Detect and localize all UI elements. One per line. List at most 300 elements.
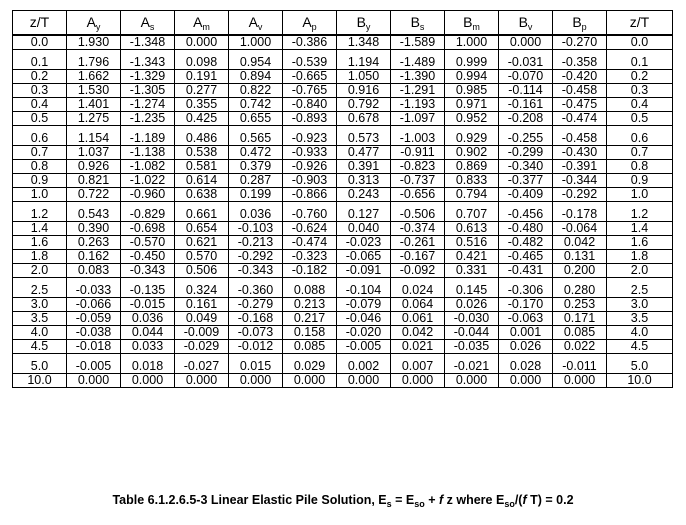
table-cell: -1.138 [121, 146, 175, 160]
table-cell: -0.306 [499, 284, 553, 298]
table-cell: -0.170 [499, 298, 553, 312]
table-cell: -0.624 [283, 222, 337, 236]
table-cell: 0.792 [337, 98, 391, 112]
table-cell: 0.277 [175, 84, 229, 98]
table-cell: 0.033 [121, 340, 175, 354]
table-row [13, 284, 673, 298]
table-cell: 0.049 [175, 312, 229, 326]
table-cell: 3.0 [607, 298, 673, 312]
table-cell: -0.012 [229, 340, 283, 354]
table-cell: 1.930 [67, 35, 121, 50]
table-cell: 0.001 [499, 326, 553, 340]
table-cell: 0.040 [337, 222, 391, 236]
table-cell: 0.253 [553, 298, 607, 312]
table-cell: 0.869 [445, 160, 499, 174]
table-cell: 1.530 [67, 84, 121, 98]
table-cell: 1.348 [337, 35, 391, 50]
table-cell: 0.021 [391, 340, 445, 354]
table-cell: 0.145 [445, 284, 499, 298]
table-cell: -0.358 [553, 56, 607, 70]
table-cell: 0.199 [229, 188, 283, 202]
table-cell: 0.007 [391, 360, 445, 374]
table-cell: 2.5 [607, 284, 673, 298]
table-cell: -0.911 [391, 146, 445, 160]
column-header: z/T [13, 11, 67, 36]
table-row [13, 236, 673, 250]
table-cell: -0.360 [229, 284, 283, 298]
table-cell: -0.823 [391, 160, 445, 174]
table-cell: 0.042 [553, 236, 607, 250]
table-cell: 0.565 [229, 132, 283, 146]
table-cell: -0.167 [391, 250, 445, 264]
table-cell: 0.5 [607, 112, 673, 126]
table-cell: 0.722 [67, 188, 121, 202]
table-cell: 0.573 [337, 132, 391, 146]
table-cell: -0.482 [499, 236, 553, 250]
table-cell: 0.000 [445, 374, 499, 388]
table-cell: 0.085 [283, 340, 337, 354]
table-cell: -0.031 [499, 56, 553, 70]
table-cell: 0.000 [283, 374, 337, 388]
table-cell: 0.985 [445, 84, 499, 98]
table-cell: -0.079 [337, 298, 391, 312]
table-cell: -0.386 [283, 35, 337, 50]
table-cell: -1.291 [391, 84, 445, 98]
table-cell: 0.131 [553, 250, 607, 264]
table-cell: 1.796 [67, 56, 121, 70]
table-cell: 5.0 [607, 360, 673, 374]
table-cell: 0.661 [175, 208, 229, 222]
table-cell: 1.6 [607, 236, 673, 250]
table-cell: 0.570 [175, 250, 229, 264]
table-cell: 0.026 [499, 340, 553, 354]
table-cell: -0.029 [175, 340, 229, 354]
table-cell: 1.000 [229, 35, 283, 50]
table-cell: 1.401 [67, 98, 121, 112]
table-cell: 0.581 [175, 160, 229, 174]
table-cell: 0.287 [229, 174, 283, 188]
table-row [13, 112, 673, 126]
table-cell: -0.182 [283, 264, 337, 278]
table-cell: -0.292 [553, 188, 607, 202]
table-cell: -0.027 [175, 360, 229, 374]
table-cell: 0.0 [13, 35, 67, 50]
table-cell: 0.543 [67, 208, 121, 222]
table-cell: 0.162 [67, 250, 121, 264]
table-cell: 0.6 [607, 132, 673, 146]
table-cell: 0.000 [553, 374, 607, 388]
table-cell: -0.066 [67, 298, 121, 312]
table-cell: 1.8 [607, 250, 673, 264]
table-cell: 0.026 [445, 298, 499, 312]
table-cell: -0.005 [67, 360, 121, 374]
table-cell: 0.821 [67, 174, 121, 188]
table-cell: -1.003 [391, 132, 445, 146]
table-cell: 0.971 [445, 98, 499, 112]
table-cell: 0.018 [121, 360, 175, 374]
table-cell: 0.000 [499, 374, 553, 388]
table-cell: -0.015 [121, 298, 175, 312]
table-cell: 0.707 [445, 208, 499, 222]
table-cell: 0.161 [175, 298, 229, 312]
table-cell: -0.430 [553, 146, 607, 160]
table-cell: 0.200 [553, 264, 607, 278]
column-header: $A_p$ [283, 11, 337, 36]
table-cell: -0.344 [553, 174, 607, 188]
table-cell: 1.662 [67, 70, 121, 84]
table-row [13, 84, 673, 98]
table-cell: -1.189 [121, 132, 175, 146]
table-cell: -0.343 [121, 264, 175, 278]
table-cell: -0.270 [553, 35, 607, 50]
table-row [13, 35, 673, 50]
table-row [13, 340, 673, 354]
table-cell: -0.023 [337, 236, 391, 250]
table-cell: -0.698 [121, 222, 175, 236]
table-cell: 0.8 [607, 160, 673, 174]
table-cell: 0.7 [607, 146, 673, 160]
table-cell: -0.377 [499, 174, 553, 188]
table-cell: -0.465 [499, 250, 553, 264]
table-row [13, 188, 673, 202]
table-cell: 1.037 [67, 146, 121, 160]
table-row [13, 312, 673, 326]
table-cell: 0.002 [337, 360, 391, 374]
table-cell: -0.064 [553, 222, 607, 236]
table-cell: -0.114 [499, 84, 553, 98]
table-cell: 0.6 [13, 132, 67, 146]
table-cell: 0.036 [121, 312, 175, 326]
table-cell: 0.916 [337, 84, 391, 98]
table-cell: -0.091 [337, 264, 391, 278]
table-cell: 5.0 [13, 360, 67, 374]
table-cell: 0.621 [175, 236, 229, 250]
table-cell: 0.486 [175, 132, 229, 146]
table-cell: 1.050 [337, 70, 391, 84]
table-cell: 0.217 [283, 312, 337, 326]
table-cell: 0.9 [13, 174, 67, 188]
table-cell: -0.255 [499, 132, 553, 146]
table-cell: 0.833 [445, 174, 499, 188]
table-cell: -0.409 [499, 188, 553, 202]
table-cell: 0.064 [391, 298, 445, 312]
table-cell: -0.737 [391, 174, 445, 188]
table-cell: -1.235 [121, 112, 175, 126]
table-cell: -0.009 [175, 326, 229, 340]
table-cell: -0.005 [337, 340, 391, 354]
table-cell: 0.391 [337, 160, 391, 174]
table-cell: 0.280 [553, 284, 607, 298]
table-cell: -0.474 [283, 236, 337, 250]
table-cell: -0.760 [283, 208, 337, 222]
table-cell: 0.655 [229, 112, 283, 126]
table-row [13, 132, 673, 146]
table-cell: -0.178 [553, 208, 607, 222]
table-cell: 0.7 [13, 146, 67, 160]
table-cell: 0.000 [67, 374, 121, 388]
table-cell: 4.0 [607, 326, 673, 340]
table-cell: 1.2 [13, 208, 67, 222]
table-cell: 0.171 [553, 312, 607, 326]
table-cell: 1.194 [337, 56, 391, 70]
table-cell: 0.614 [175, 174, 229, 188]
table-cell: 0.379 [229, 160, 283, 174]
table-cell: 0.516 [445, 236, 499, 250]
table-cell: -1.274 [121, 98, 175, 112]
table-cell: -0.279 [229, 298, 283, 312]
table-cell: 0.421 [445, 250, 499, 264]
table-cell: 1.2 [607, 208, 673, 222]
table-cell: 0.390 [67, 222, 121, 236]
table-cell: 0.036 [229, 208, 283, 222]
column-header: $B_s$ [391, 11, 445, 36]
table-cell: 0.000 [499, 35, 553, 50]
table-cell: 0.4 [13, 98, 67, 112]
column-header: $B_p$ [553, 11, 607, 36]
table-cell: 0.0 [607, 35, 673, 50]
table-row [13, 222, 673, 236]
table-cell: 0.952 [445, 112, 499, 126]
table-cell: 0.2 [607, 70, 673, 84]
table-cell: 4.5 [607, 340, 673, 354]
table-cell: 0.926 [67, 160, 121, 174]
table-row [13, 98, 673, 112]
column-header: $B_v$ [499, 11, 553, 36]
table-row [13, 70, 673, 84]
table-cell: -0.070 [499, 70, 553, 84]
table-cell: 1.8 [13, 250, 67, 264]
table-cell: 0.954 [229, 56, 283, 70]
table-row [13, 174, 673, 188]
table-cell: -0.570 [121, 236, 175, 250]
table-cell: -1.329 [121, 70, 175, 84]
table-cell: -0.103 [229, 222, 283, 236]
table-cell: 1.0 [607, 188, 673, 202]
table-cell: -0.665 [283, 70, 337, 84]
table-cell: -0.923 [283, 132, 337, 146]
table-cell: 0.191 [175, 70, 229, 84]
table-cell: -0.960 [121, 188, 175, 202]
table-cell: -0.374 [391, 222, 445, 236]
table-cell: -1.022 [121, 174, 175, 188]
table-cell: -0.926 [283, 160, 337, 174]
column-header: $A_s$ [121, 11, 175, 36]
table-cell: -0.456 [499, 208, 553, 222]
table-cell: 0.028 [499, 360, 553, 374]
table-cell: 0.000 [121, 374, 175, 388]
table-cell: -1.343 [121, 56, 175, 70]
table-header-row [13, 11, 673, 36]
table-cell: 2.0 [607, 264, 673, 278]
table-row [13, 298, 673, 312]
table-cell: 0.098 [175, 56, 229, 70]
table-cell: -0.044 [445, 326, 499, 340]
table-cell: 0.822 [229, 84, 283, 98]
table-cell: 0.425 [175, 112, 229, 126]
table-cell: -0.011 [553, 360, 607, 374]
table-cell: -0.161 [499, 98, 553, 112]
table-cell: 0.331 [445, 264, 499, 278]
table-cell: 0.5 [13, 112, 67, 126]
table-row [13, 264, 673, 278]
table-cell: 0.3 [13, 84, 67, 98]
table-cell: 1.0 [13, 188, 67, 202]
table-cell: 0.042 [391, 326, 445, 340]
table-cell: 10.0 [13, 374, 67, 388]
table-cell: -0.893 [283, 112, 337, 126]
table-cell: -0.104 [337, 284, 391, 298]
table-cell: 0.127 [337, 208, 391, 222]
table-cell: 3.5 [607, 312, 673, 326]
table-cell: 0.794 [445, 188, 499, 202]
table-cell: 3.0 [13, 298, 67, 312]
table-cell: -0.323 [283, 250, 337, 264]
table-cell: 0.472 [229, 146, 283, 160]
table-cell: 0.243 [337, 188, 391, 202]
table-cell: -0.073 [229, 326, 283, 340]
table-cell: 0.324 [175, 284, 229, 298]
table-cell: -0.656 [391, 188, 445, 202]
table-cell: 0.477 [337, 146, 391, 160]
table-cell: -0.450 [121, 250, 175, 264]
table-row [13, 160, 673, 174]
table-cell: -1.489 [391, 56, 445, 70]
table-cell: -0.292 [229, 250, 283, 264]
table-cell: 0.313 [337, 174, 391, 188]
table-cell: -0.033 [67, 284, 121, 298]
table-row [13, 360, 673, 374]
column-header: $A_y$ [67, 11, 121, 36]
table-cell: 2.0 [13, 264, 67, 278]
table-cell: 0.158 [283, 326, 337, 340]
table-cell: 0.9 [607, 174, 673, 188]
table-cell: 0.015 [229, 360, 283, 374]
table-cell: -0.475 [553, 98, 607, 112]
table-cell: 0.613 [445, 222, 499, 236]
table-cell: -0.059 [67, 312, 121, 326]
table-cell: 0.2 [13, 70, 67, 84]
table-row [13, 146, 673, 160]
table-cell: 0.4 [607, 98, 673, 112]
table-cell: 0.355 [175, 98, 229, 112]
table-cell: -0.135 [121, 284, 175, 298]
table-cell: 1.4 [607, 222, 673, 236]
table-cell: 1.4 [13, 222, 67, 236]
table-cell: -0.458 [553, 84, 607, 98]
table-cell: -1.193 [391, 98, 445, 112]
table-cell: -1.097 [391, 112, 445, 126]
column-header: $B_m$ [445, 11, 499, 36]
table-cell: -0.046 [337, 312, 391, 326]
table-cell: 0.000 [391, 374, 445, 388]
table-cell: -0.431 [499, 264, 553, 278]
table-cell: -0.065 [337, 250, 391, 264]
table-cell: -0.261 [391, 236, 445, 250]
table-cell: -0.208 [499, 112, 553, 126]
table-cell: -0.474 [553, 112, 607, 126]
table-cell: -0.021 [445, 360, 499, 374]
table-cell: 10.0 [607, 374, 673, 388]
table-cell: 0.902 [445, 146, 499, 160]
table-cell: -1.305 [121, 84, 175, 98]
table-cell: -0.020 [337, 326, 391, 340]
table-cell: -1.390 [391, 70, 445, 84]
table-cell: -0.299 [499, 146, 553, 160]
table-cell: -0.343 [229, 264, 283, 278]
table-cell: 0.894 [229, 70, 283, 84]
table-cell: 0.061 [391, 312, 445, 326]
table-cell: -0.765 [283, 84, 337, 98]
table-row [13, 56, 673, 70]
table-cell: -0.506 [391, 208, 445, 222]
table-cell: -0.829 [121, 208, 175, 222]
column-header: $A_v$ [229, 11, 283, 36]
table-cell: 0.654 [175, 222, 229, 236]
table-cell: 0.538 [175, 146, 229, 160]
table-cell: 0.3 [607, 84, 673, 98]
table-cell: -0.458 [553, 132, 607, 146]
table-cell: -1.082 [121, 160, 175, 174]
table-cell: 0.000 [175, 374, 229, 388]
table-cell: 0.044 [121, 326, 175, 340]
table-cell: -0.420 [553, 70, 607, 84]
table-cell: 0.506 [175, 264, 229, 278]
table-cell: -0.213 [229, 236, 283, 250]
table-cell: 1.000 [445, 35, 499, 50]
table-cell: -1.589 [391, 35, 445, 50]
table-cell: 0.1 [607, 56, 673, 70]
table-cell: -0.018 [67, 340, 121, 354]
table-cell: -0.480 [499, 222, 553, 236]
table-cell: 0.994 [445, 70, 499, 84]
table-cell: 0.085 [553, 326, 607, 340]
table-row [13, 250, 673, 264]
table-cell: 0.029 [283, 360, 337, 374]
table-cell: 0.8 [13, 160, 67, 174]
table-cell: -0.038 [67, 326, 121, 340]
table-cell: -0.903 [283, 174, 337, 188]
table-cell: 0.638 [175, 188, 229, 202]
table-cell: 0.000 [337, 374, 391, 388]
table-cell: 2.5 [13, 284, 67, 298]
table-cell: 0.000 [229, 374, 283, 388]
table-cell: 1.6 [13, 236, 67, 250]
table-cell: -0.391 [553, 160, 607, 174]
table-cell: -0.933 [283, 146, 337, 160]
pile-solution-table [12, 10, 673, 388]
table-cell: -0.840 [283, 98, 337, 112]
table-row [13, 208, 673, 222]
table-cell: 0.088 [283, 284, 337, 298]
table-cell: 4.0 [13, 326, 67, 340]
table-caption: Table 6.1.2.6.5-3 Linear Elastic Pile Solution, $E_s = E_{so} + f$ z where $E_{so}/(f$ T) = 0.2 [112, 493, 574, 509]
table-cell: 3.5 [13, 312, 67, 326]
table-cell: -0.030 [445, 312, 499, 326]
table-cell: 0.024 [391, 284, 445, 298]
table-cell: -0.539 [283, 56, 337, 70]
table-cell: 0.083 [67, 264, 121, 278]
table-cell: 0.678 [337, 112, 391, 126]
table-cell: -0.340 [499, 160, 553, 174]
table-cell: 0.929 [445, 132, 499, 146]
table-cell: 0.022 [553, 340, 607, 354]
table-cell: 0.263 [67, 236, 121, 250]
table-cell: -0.092 [391, 264, 445, 278]
table-cell: 1.275 [67, 112, 121, 126]
column-header: z/T [607, 11, 673, 36]
table-cell: 0.999 [445, 56, 499, 70]
column-header: $A_m$ [175, 11, 229, 36]
